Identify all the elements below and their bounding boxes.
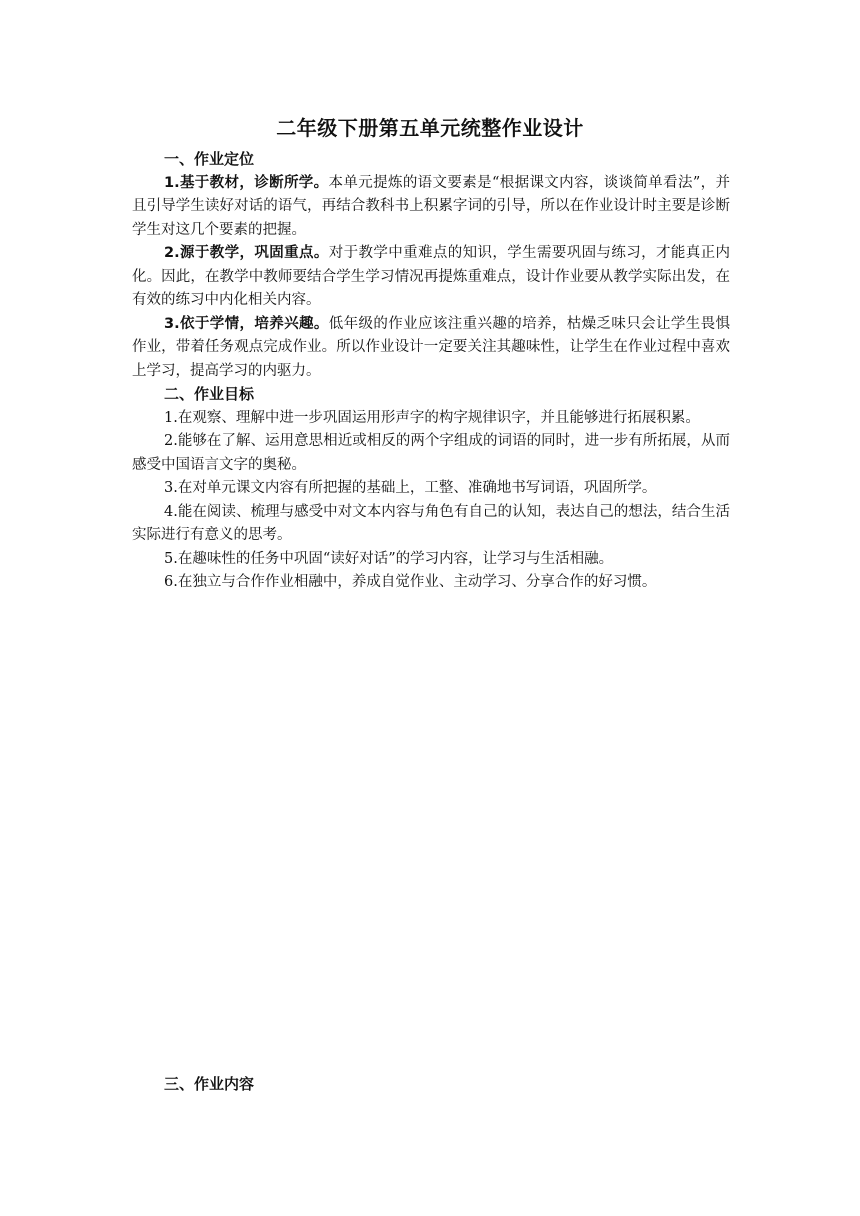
positioning-item-1-lead: 1.基于教材，诊断所学。 (164, 174, 329, 191)
positioning-item-2 (132, 242, 730, 313)
positioning-item-3-text: 低年级的作业应该注重兴趣的培养，枯燥乏味只会让学生畏惧作业，带着任务观点完成作业。所以作业设计一定要关注其趣味性，让学生在作业过程中喜欢上学习，提高学习的内驱力。 (132, 315, 730, 379)
document-body (132, 148, 730, 595)
document-title: 二年级下册第五单元统整作业设计 (276, 116, 584, 140)
positioning-item-3-lead: 3.依于学情，培养兴趣。 (164, 315, 329, 332)
positioning-item-1 (132, 172, 730, 243)
goal-item-5: 5.在趣味性的任务中巩固“读好对话”的学习内容，让学习与生活相融。 (164, 550, 614, 567)
section-heading-positioning: 一、作业定位 (164, 150, 255, 168)
section-heading-goals: 二、作业目标 (164, 385, 255, 403)
goal-item-2: 2.能够在了解、运用意思相近或相反的两个字组成的词语的同时，进一步有所拓展，从而感受中国语言文字的奥秘。 (132, 433, 730, 473)
positioning-item-2-lead: 2.源于教学，巩固重点。 (164, 245, 329, 261)
goal-item-4: 4.能在阅读、梳理与感受中对文本内容与角色有自己的认知，表达自己的想法，结合生活实际进行有意义的思考。 (132, 503, 730, 543)
goal-item-3: 3.在对单元课文内容有所把握的基础上，工整、准确地书写词语，巩固所学。 (164, 480, 657, 496)
positioning-item-3 (132, 313, 730, 384)
positioning-item-1-text: 本单元提炼的语文要素是“根据课文内容，谈谈简单看法”，并且引导学生读好对话的语气，再结合教科书上积累字词的引导，所以在作业设计时主要是诊断学生对这几个要素的把握。 (132, 174, 730, 238)
positioning-item-2-text: 对于教学中重难点的知识，学生需要巩固与练习，才能真正内化。因此，在教学中教师要结合学生学习情况再提炼重难点，设计作业要从教学实际出发，在有效的练习中内化相关内容。 (132, 245, 730, 308)
goal-item-1: 1.在观察、理解中进一步巩固运用形声字的构字规律识字，并且能够进行拓展积累。 (164, 409, 700, 426)
goal-item-6: 6.在独立与合作作业相融中，养成自觉作业、主动学习、分享合作的好习惯。 (164, 574, 657, 590)
section-heading-content: 三、作业内容 (164, 1075, 255, 1093)
